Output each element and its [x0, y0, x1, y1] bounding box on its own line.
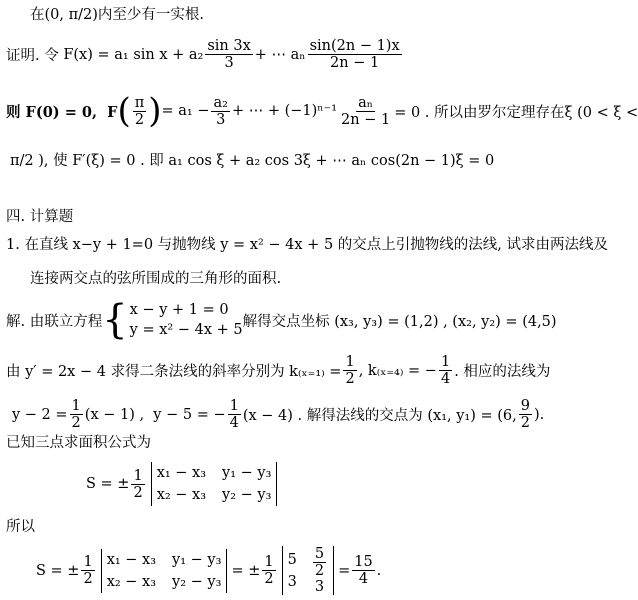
formula-determinant — [151, 462, 278, 506]
question-line-1 — [6, 236, 608, 254]
slope-line — [6, 354, 550, 387]
normal-p4: ). — [533, 406, 545, 423]
normal-frac-a — [70, 398, 83, 431]
slope-frac-a-den: 2 — [345, 371, 355, 387]
proof-frac-2 — [308, 38, 402, 71]
slope-frac-b-den: 4 — [440, 371, 451, 387]
proof-frac-2-num: sin(2n − 1)x — [309, 38, 400, 54]
system-brace: { — [102, 297, 128, 343]
det-cell: y₂ − y₃ — [222, 487, 272, 503]
final-half-2 — [262, 554, 275, 587]
question-text-1: 1. 在直线 x−y + 1=0 与抛物线 y = x² − 4x + 5 的交点上引抛物线的法线, 试求由两法线及 — [6, 237, 608, 253]
question-text-2: 连接两交点的弦所围成的三角形的面积. — [30, 271, 282, 287]
conclusion-text: π/2 ), 使 F′(ξ) = 0 . 即 a₁ cos ξ + a₂ cos 3ξ + ⋯ aₙ cos(2n − 1)ξ = 0 — [10, 153, 495, 169]
det-cell: y₁ − y₃ — [222, 465, 272, 481]
known-line — [6, 434, 151, 452]
final-half-2-num: 1 — [264, 554, 274, 570]
numeric-col-1 — [288, 549, 297, 593]
then-frac-a — [211, 95, 229, 128]
normal-frac-a-den: 2 — [71, 415, 81, 431]
final-eq: = ± — [231, 562, 261, 579]
det-row — [107, 549, 222, 571]
formula-half-den: 2 — [133, 484, 143, 501]
then-prefix: 则 F(0) = 0, F — [6, 103, 118, 121]
area-formula — [86, 462, 281, 506]
root-interval-line — [30, 6, 204, 24]
numeric-det-body — [288, 546, 328, 595]
det-frac-num: 5 — [314, 546, 325, 562]
det-cell: y₁ − y₃ — [172, 551, 222, 568]
proof-frac-2-den: 2n − 1 — [330, 55, 380, 71]
so-text: 所以 — [6, 519, 35, 535]
normal-frac-c-den: 2 — [520, 415, 530, 431]
final-result — [352, 554, 374, 587]
final-half-2-den: 2 — [264, 571, 274, 587]
det-cell: 5 — [287, 551, 297, 568]
solution-prefix: 解. 由联立方程 — [6, 313, 103, 330]
det-frac-den: 2 — [314, 563, 325, 579]
normal-frac-b-den: 4 — [229, 415, 239, 431]
normal-p1: y − 2 = — [12, 406, 68, 423]
equation-system — [130, 300, 243, 340]
then-frac-a-num: a₂ — [213, 94, 228, 111]
final-half-num: 1 — [83, 554, 93, 570]
normal-frac-b-num: 1 — [229, 398, 239, 414]
final-formula — [36, 546, 381, 595]
det-cell: x₂ − x₃ — [156, 487, 207, 503]
normal-frac-c — [519, 398, 532, 431]
formula-half-num: 1 — [133, 467, 143, 484]
slope-tail: . 相应的法线为 — [454, 364, 551, 380]
proof-mid: + ⋯ aₙ — [254, 46, 306, 63]
solution-line — [6, 297, 557, 343]
conclusion-line — [10, 152, 494, 170]
then-frac-a-den: 3 — [216, 111, 226, 128]
formula-half — [131, 468, 144, 501]
numeric-determinant — [282, 546, 334, 595]
then-pi-den: 2 — [134, 111, 145, 128]
det-row — [157, 484, 272, 506]
then-line — [6, 91, 638, 131]
final-half-den: 2 — [83, 571, 93, 587]
right-paren: ) — [148, 91, 162, 131]
slope-frac-a — [343, 354, 356, 387]
solution-tail: 解得交点坐标 (x₃, y₃) = (1,2) , (x₂, y₂) = (4,5) — [242, 313, 557, 330]
det-row — [107, 571, 222, 593]
det-cell: 3 — [287, 573, 297, 590]
numeric-col-2 — [311, 546, 328, 595]
det-cell: x₂ − x₃ — [106, 573, 157, 590]
slope-frac-a-num: 1 — [345, 354, 355, 370]
det-cell: 3 — [314, 579, 325, 595]
proof-frac-1 — [205, 38, 252, 71]
final-eq-2: = — [338, 562, 351, 579]
question-line-2 — [30, 270, 281, 288]
final-result-num: 15 — [354, 554, 373, 570]
root-interval-text: 在(0, π/2)内至少有一实根. — [30, 7, 205, 23]
then-mid: + ⋯ + (−1)ⁿ⁻¹ — [231, 103, 338, 119]
normal-p3: (x − 4) . 解得法线的交点为 (x₁, y₁) = (6, — [242, 408, 517, 424]
proof-frac-1-num: sin 3x — [207, 38, 251, 54]
det-cell: x₁ − x₃ — [156, 465, 207, 481]
then-frac-b-den: 2n − 1 — [341, 111, 391, 128]
normal-p2: (x − 1) , y − 5 = − — [84, 406, 226, 423]
proof-line — [6, 38, 404, 71]
final-half — [81, 554, 94, 587]
slope-frac-b-num: 1 — [440, 354, 451, 370]
then-pi-frac — [133, 95, 147, 128]
equation-2: y = x² − 4x + 5 — [129, 322, 243, 338]
final-determinant — [101, 549, 228, 593]
left-paren: ( — [117, 91, 131, 131]
normal-line — [12, 398, 544, 431]
proof-prefix: 证明. 令 — [6, 48, 64, 64]
det-cell: x₁ − x₃ — [106, 551, 157, 568]
equation-1: x − y + 1 = 0 — [129, 302, 229, 318]
then-frac-b-num: aₙ — [358, 94, 374, 111]
so-line — [6, 518, 35, 536]
slope-frac-b — [439, 354, 452, 387]
final-end: . — [376, 562, 382, 579]
then-eq: = a₁ − — [161, 103, 210, 119]
det-row — [157, 462, 272, 484]
proof-frac-1-den: 3 — [224, 55, 234, 71]
det-cell: y₂ − y₃ — [172, 573, 222, 590]
section-title: 四. 计算题 — [6, 209, 74, 225]
proof-F-def: F(x) = a₁ sin x + a₂ — [63, 46, 204, 63]
slope-prefix: 由 y′ = 2x − 4 求得二条法线的斜率分别为 k₍ₓ₌₁₎ = — [6, 364, 342, 380]
then-pi-num: π — [134, 94, 145, 111]
final-s: S = ± — [36, 562, 80, 579]
det-frac — [313, 546, 326, 579]
known-text: 已知三点求面积公式为 — [6, 435, 151, 451]
slope-mid: , k₍ₓ₌₄₎ = − — [358, 362, 437, 379]
then-tail: = 0 . 所以由罗尔定理存在ξ (0 < ξ < — [394, 104, 638, 121]
then-frac-b — [339, 95, 392, 128]
formula-s: S = ± — [86, 476, 130, 492]
section-heading — [6, 208, 73, 226]
normal-frac-b — [228, 398, 241, 431]
normal-frac-c-num: 9 — [520, 398, 530, 414]
normal-frac-a-num: 1 — [71, 398, 81, 414]
final-result-den: 4 — [358, 571, 369, 587]
